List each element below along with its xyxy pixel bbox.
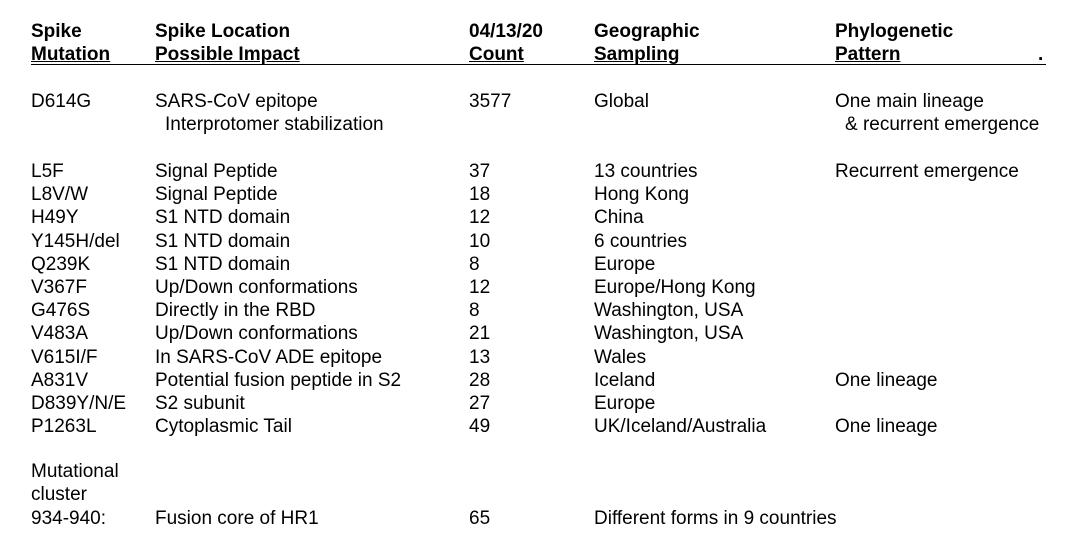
row-mutation: A831V bbox=[31, 370, 89, 391]
row-mutation: V615I/F bbox=[31, 347, 98, 368]
row-mutation: V367F bbox=[31, 277, 87, 298]
cluster-count: 65 bbox=[469, 508, 491, 529]
row-geo: Hong Kong bbox=[594, 184, 690, 205]
row-location: S2 subunit bbox=[155, 393, 245, 414]
row-mutation: G476S bbox=[31, 300, 91, 321]
row-mutation: V483A bbox=[31, 323, 89, 344]
row-geo: Iceland bbox=[594, 370, 656, 391]
d614g-phylo-line2: & recurrent emergence bbox=[845, 114, 1040, 135]
row-count: 8 bbox=[469, 300, 480, 321]
row-mutation: Y145H/del bbox=[31, 231, 120, 252]
row-location: In SARS-CoV ADE epitope bbox=[155, 347, 383, 368]
cluster-label-line2: cluster bbox=[31, 484, 87, 505]
row-geo: Europe/Hong Kong bbox=[594, 277, 756, 298]
row-count: 28 bbox=[469, 370, 491, 391]
row-count: 10 bbox=[469, 231, 491, 252]
header-count bbox=[469, 20, 543, 66]
row-count: 12 bbox=[469, 277, 491, 298]
cluster-geo: Different forms in 9 countries bbox=[594, 508, 837, 529]
header-rule bbox=[31, 64, 1046, 65]
row-location: S1 NTD domain bbox=[155, 207, 291, 228]
row-location: S1 NTD domain bbox=[155, 231, 291, 252]
row-location: Up/Down conformations bbox=[155, 277, 358, 298]
row-count: 12 bbox=[469, 207, 491, 228]
row-geo: 13 countries bbox=[594, 161, 698, 182]
row-location: Directly in the RBD bbox=[155, 300, 316, 321]
row-phylo: One lineage bbox=[835, 370, 938, 391]
row-location: S1 NTD domain bbox=[155, 254, 291, 275]
header-count-line1: 04/13/20 bbox=[469, 21, 543, 42]
header-location-line2: Possible Impact bbox=[155, 44, 300, 65]
row-count: 37 bbox=[469, 161, 491, 182]
row-count: 21 bbox=[469, 323, 491, 344]
cluster-label-line1: Mutational bbox=[31, 461, 119, 482]
header-location-line1: Spike Location bbox=[155, 21, 291, 42]
header-location bbox=[155, 20, 300, 66]
row-phylo: Recurrent emergence bbox=[835, 161, 1019, 182]
d614g-phylo: One main lineage bbox=[835, 91, 984, 112]
row-geo: China bbox=[594, 207, 644, 228]
row-mutation: Q239K bbox=[31, 254, 91, 275]
row-geo: Europe bbox=[594, 254, 656, 275]
header-phylo bbox=[835, 20, 953, 66]
row-count: 18 bbox=[469, 184, 491, 205]
row-geo: Washington, USA bbox=[594, 300, 744, 321]
row-geo: UK/Iceland/Australia bbox=[594, 416, 767, 437]
row-count: 8 bbox=[469, 254, 480, 275]
row-geo: Wales bbox=[594, 347, 647, 368]
header-mutation-line2: Mutation bbox=[31, 44, 111, 65]
row-location: Signal Peptide bbox=[155, 184, 278, 205]
d614g-location: SARS-CoV epitope bbox=[155, 91, 318, 112]
header-trailing-dot: . bbox=[1038, 44, 1044, 65]
row-geo: 6 countries bbox=[594, 231, 687, 252]
row-mutation: L8V/W bbox=[31, 184, 89, 205]
row-location: Cytoplasmic Tail bbox=[155, 416, 292, 437]
row-mutation: D839Y/N/E bbox=[31, 393, 127, 414]
row-location: Potential fusion peptide in S2 bbox=[155, 370, 402, 391]
header-mutation bbox=[31, 20, 110, 66]
row-location: Signal Peptide bbox=[155, 161, 278, 182]
row-count: 27 bbox=[469, 393, 491, 414]
row-geo: Europe bbox=[594, 393, 656, 414]
d614g-mutation: D614G bbox=[31, 91, 92, 112]
row-mutation: H49Y bbox=[31, 207, 79, 228]
header-phylo-line1: Phylogenetic bbox=[835, 21, 954, 42]
row-phylo: One lineage bbox=[835, 416, 938, 437]
header-count-line2: Count bbox=[469, 44, 524, 65]
cluster-mutation: 934-940: bbox=[31, 508, 107, 529]
cluster-location: Fusion core of HR1 bbox=[155, 508, 319, 529]
header-mutation-line1: Spike bbox=[31, 21, 82, 42]
header-geo bbox=[594, 20, 700, 66]
d614g-location-line2: Interprotomer stabilization bbox=[165, 114, 384, 135]
row-count: 13 bbox=[469, 347, 491, 368]
d614g-count: 3577 bbox=[469, 91, 512, 112]
header-geo-line1: Geographic bbox=[594, 21, 700, 42]
row-count: 49 bbox=[469, 416, 491, 437]
header-phylo-line2: Pattern bbox=[835, 44, 901, 65]
d614g-geo: Global bbox=[594, 91, 649, 112]
header-geo-line2: Sampling bbox=[594, 44, 680, 65]
row-mutation: L5F bbox=[31, 161, 64, 182]
row-mutation: P1263L bbox=[31, 416, 97, 437]
row-geo: Washington, USA bbox=[594, 323, 744, 344]
row-location: Up/Down conformations bbox=[155, 323, 358, 344]
